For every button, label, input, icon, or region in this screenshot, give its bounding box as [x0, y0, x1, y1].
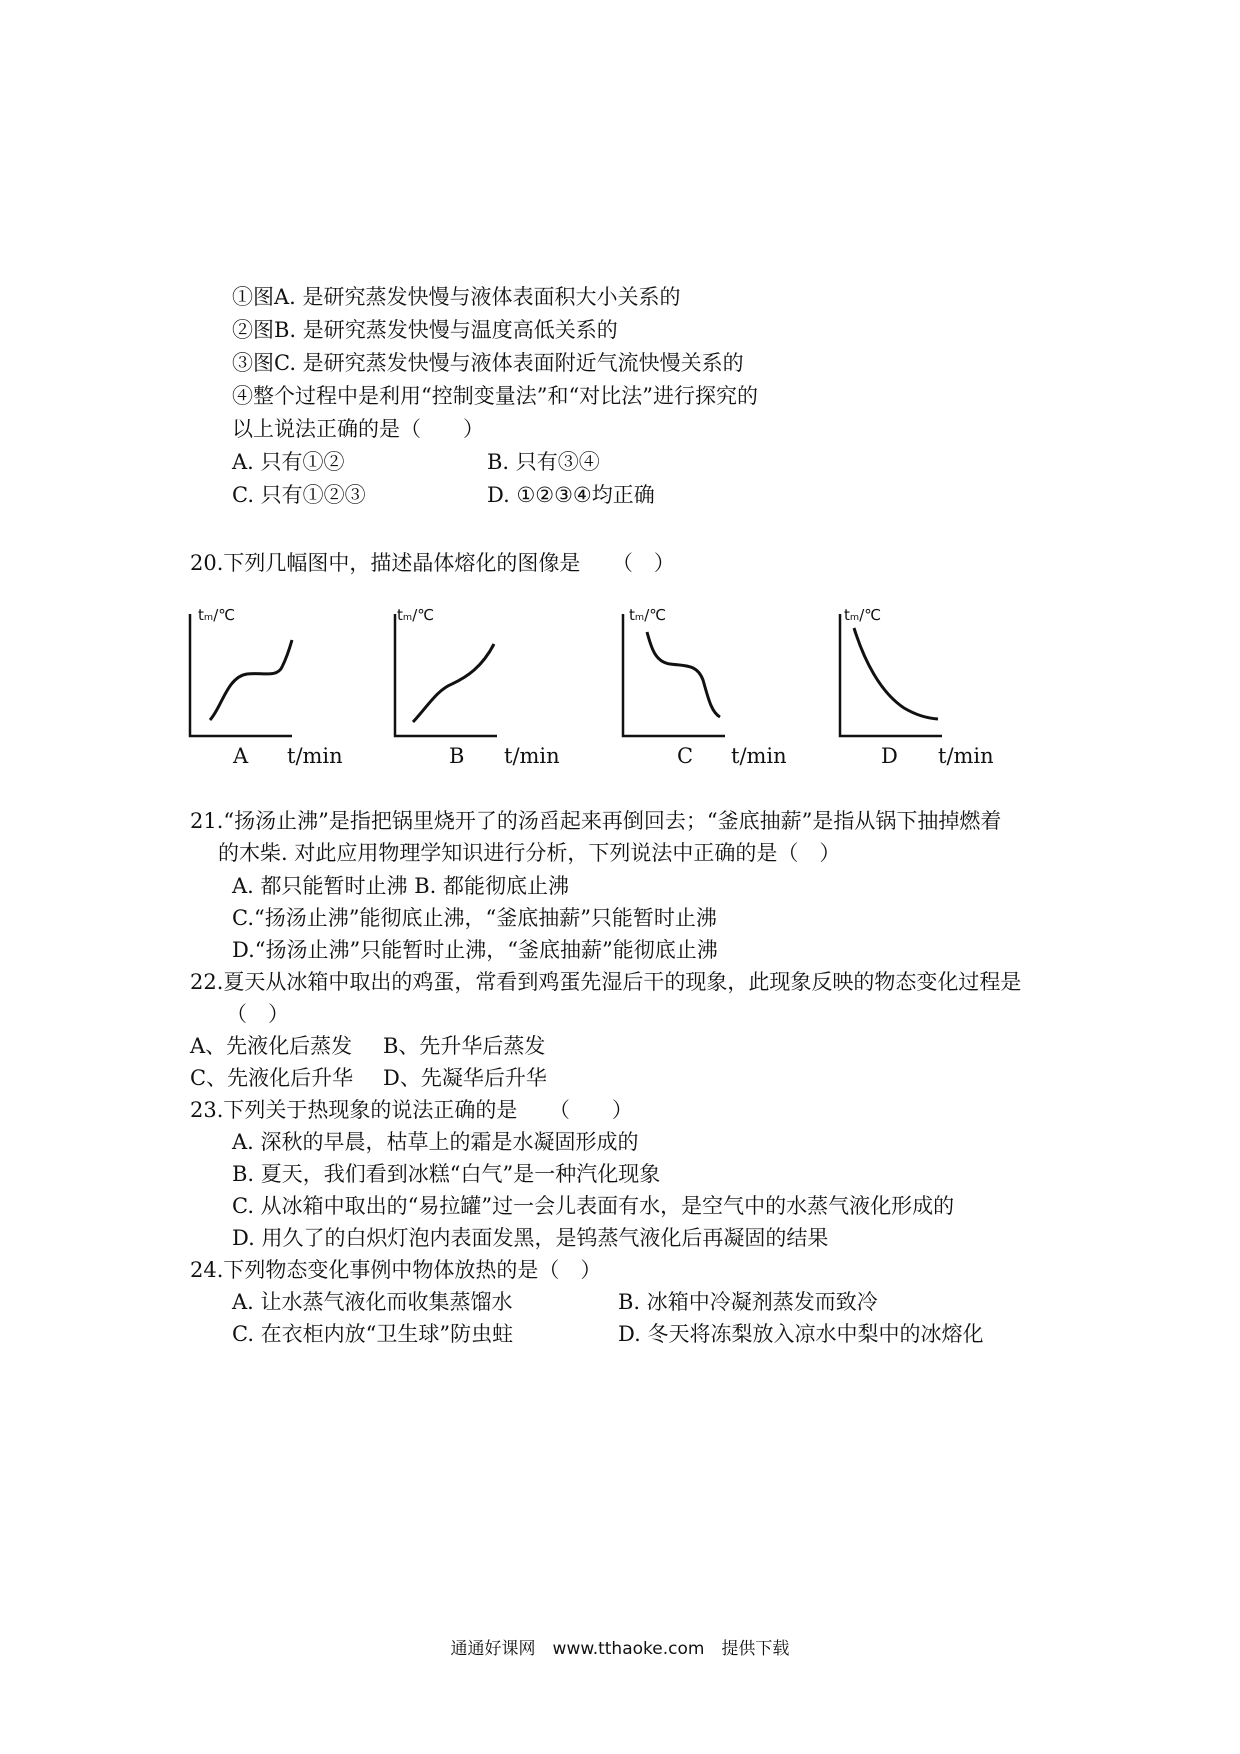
q23-option-d: D. 用久了的白炽灯泡内表面发黑，是钨蒸气液化后再凝固的结果 [232, 1226, 829, 1250]
graph-c-ylabel: tₘ/℃ [629, 606, 667, 624]
graph-d-xlabel: t/min [938, 744, 994, 768]
graph-b-letter: B [449, 744, 465, 768]
q20-stem: 20.下列几幅图中，描述晶体熔化的图像是 （ ） [190, 551, 675, 575]
q22-stem: 22.夏天从冰箱中取出的鸡蛋，常看到鸡蛋先湿后干的现象，此现象反映的物态变化过程是 [190, 970, 1022, 994]
q19-statement-4: ④整个过程中是利用“控制变量法”和“对比法”进行探究的 [232, 384, 758, 408]
graph-a-curve [210, 640, 292, 720]
q23-option-a: A. 深秋的早晨，枯草上的霜是水凝固形成的 [232, 1130, 639, 1154]
graph-d-ylabel: tₘ/℃ [844, 606, 882, 624]
q24-option-a: A. 让水蒸气液化而收集蒸馏水 [232, 1290, 513, 1314]
q22-option-d: D、先凝华后升华 [383, 1066, 547, 1090]
graph-d-letter: D [881, 744, 898, 768]
q19-option-b: B. 只有③④ [487, 450, 600, 474]
q24-option-d: D. 冬天将冻梨放入凉水中梨中的冰熔化 [618, 1322, 984, 1346]
q19-statement-3: ③图C. 是研究蒸发快慢与液体表面附近气流快慢关系的 [232, 351, 744, 375]
q19-option-d: D. ①②③④均正确 [487, 483, 655, 507]
graph-a-ylabel: tₘ/℃ [198, 606, 236, 624]
footer-source: 通通好课网 www.tthaoke.com 提供下载 [450, 1639, 790, 1659]
q19-statement-2: ②图B. 是研究蒸发快慢与温度高低关系的 [232, 318, 618, 342]
graph-c-axes [623, 614, 725, 736]
q19-option-c: C. 只有①②③ [232, 483, 366, 507]
graph-a-letter: A [233, 744, 249, 768]
graph-c [615, 602, 780, 747]
q24-option-c: C. 在衣柜内放“卫生球”防虫蛀 [232, 1322, 514, 1346]
q19-statement-1: ①图A. 是研究蒸发快慢与液体表面积大小关系的 [232, 285, 681, 309]
q24-option-b: B. 冰箱中冷凝剂蒸发而致冷 [618, 1290, 878, 1314]
q23-option-b: B. 夏天，我们看到冰糕“白气”是一种汽化现象 [232, 1162, 661, 1186]
graph-c-xlabel: t/min [731, 744, 787, 768]
graph-c-letter: C [677, 744, 694, 768]
q21-option-ab: A. 都只能暂时止沸 B. 都能彻底止沸 [232, 874, 569, 898]
graph-a [182, 602, 347, 747]
q21-stem-line2: 的木柴. 对此应用物理学知识进行分析，下列说法中正确的是（ ） [218, 841, 841, 865]
q22-option-a: A、先液化后蒸发 [190, 1034, 353, 1058]
q22-paren: （ ） [226, 1002, 289, 1026]
q24-stem: 24.下列物态变化事例中物体放热的是（ ） [190, 1258, 602, 1282]
q22-option-b: B、先升华后蒸发 [383, 1034, 546, 1058]
q19-prompt: 以上说法正确的是（ ） [232, 417, 484, 441]
graph-d-curve [854, 628, 938, 719]
graph-b-xlabel: t/min [504, 744, 560, 768]
q21-option-d: D.“扬汤止沸”只能暂时止沸，“釜底抽薪”能彻底止沸 [232, 938, 718, 962]
graph-d [832, 602, 997, 747]
graph-b-axes [395, 614, 497, 736]
graph-c-curve [647, 632, 720, 717]
graph-b-curve [413, 644, 494, 722]
q21-option-c: C.“扬汤止沸”能彻底止沸，“釜底抽薪”只能暂时止沸 [232, 906, 717, 930]
q22-option-c: C、先液化后升华 [190, 1066, 354, 1090]
graph-a-xlabel: t/min [287, 744, 343, 768]
graph-b [387, 602, 552, 747]
q21-stem-line1: 21.“扬汤止沸”是指把锅里烧开了的汤舀起来再倒回去；“釜底抽薪”是指从锅下抽掉燃着 [190, 809, 1002, 833]
graph-b-ylabel: tₘ/℃ [397, 606, 435, 624]
q23-stem: 23.下列关于热现象的说法正确的是 （ ） [190, 1098, 633, 1122]
q19-option-a: A. 只有①② [232, 450, 345, 474]
q23-option-c: C. 从冰箱中取出的“易拉罐”过一会儿表面有水，是空气中的水蒸气液化形成的 [232, 1194, 955, 1218]
